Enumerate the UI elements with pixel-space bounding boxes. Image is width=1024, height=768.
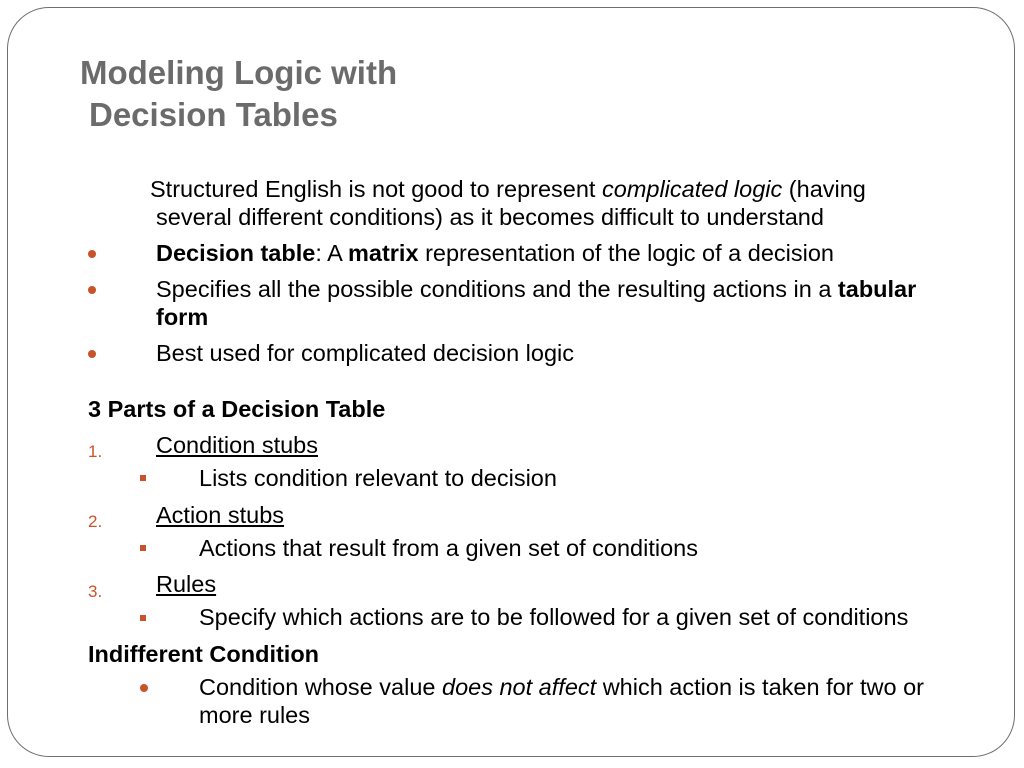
bullet-best-used: Best used for complicated decision logic [156, 340, 574, 366]
bullet-specifies-line-2 [156, 303, 208, 331]
bullet-bold: matrix [348, 240, 419, 266]
bullet-specifies [156, 275, 916, 303]
bullet-dot-icon [140, 684, 148, 692]
item-sub-3: Specify which actions are to be followed for a given set of conditions [199, 604, 909, 630]
bullet-dot-icon [88, 250, 96, 258]
intro-line-1 [150, 175, 866, 203]
title-line-2: Decision Tables [89, 96, 338, 133]
bullet-decision-table [156, 239, 834, 267]
bullet-dot-icon [88, 286, 96, 294]
indifferent-text: Condition whose value [199, 674, 442, 700]
intro-line-2: several different conditions) as it becomes difficult to understand [156, 204, 824, 230]
bullet-bold: tabular [837, 276, 917, 302]
item-label-condition-stubs: Condition stubs [156, 432, 318, 458]
item-number: 3. [88, 582, 103, 601]
indifferent-line-1 [199, 673, 924, 701]
square-bullet-icon [140, 475, 146, 481]
item-label-action-stubs: Action stubs [156, 502, 285, 528]
intro-italic: complicated logic [602, 176, 783, 202]
indifferent-heading [88, 640, 319, 668]
bullet-text: : A [315, 240, 348, 266]
bullet-text: Specifies all the possible conditions and the resulting actions in a [156, 276, 838, 302]
indifferent-text-post: which action is taken for two or [596, 674, 925, 700]
parts-heading-text: 3 Parts of a Decision Table [88, 396, 386, 422]
bullet-bold: Decision table [156, 240, 316, 266]
indifferent-line-2: more rules [199, 702, 311, 728]
item-number: 2. [88, 512, 103, 531]
intro-text: Structured English is not good to represent [150, 176, 602, 202]
item-sub-2: Actions that result from a given set of conditions [199, 535, 698, 561]
title-line-1: Modeling Logic with [80, 54, 398, 91]
intro-text-post: (having [782, 176, 866, 202]
item-label-rules: Rules [156, 571, 217, 597]
indifferent-italic: does not affect [442, 674, 597, 700]
bullet-bold: form [156, 304, 209, 330]
square-bullet-icon [140, 615, 146, 621]
bullet-text: representation of the logic of a decision [418, 240, 834, 266]
square-bullet-icon [140, 545, 146, 551]
parts-heading [88, 395, 385, 423]
bullet-dot-icon [88, 350, 96, 358]
item-sub-1: Lists condition relevant to decision [199, 465, 557, 491]
item-number: 1. [88, 442, 103, 461]
indifferent-heading-text: Indifferent Condition [88, 641, 320, 667]
